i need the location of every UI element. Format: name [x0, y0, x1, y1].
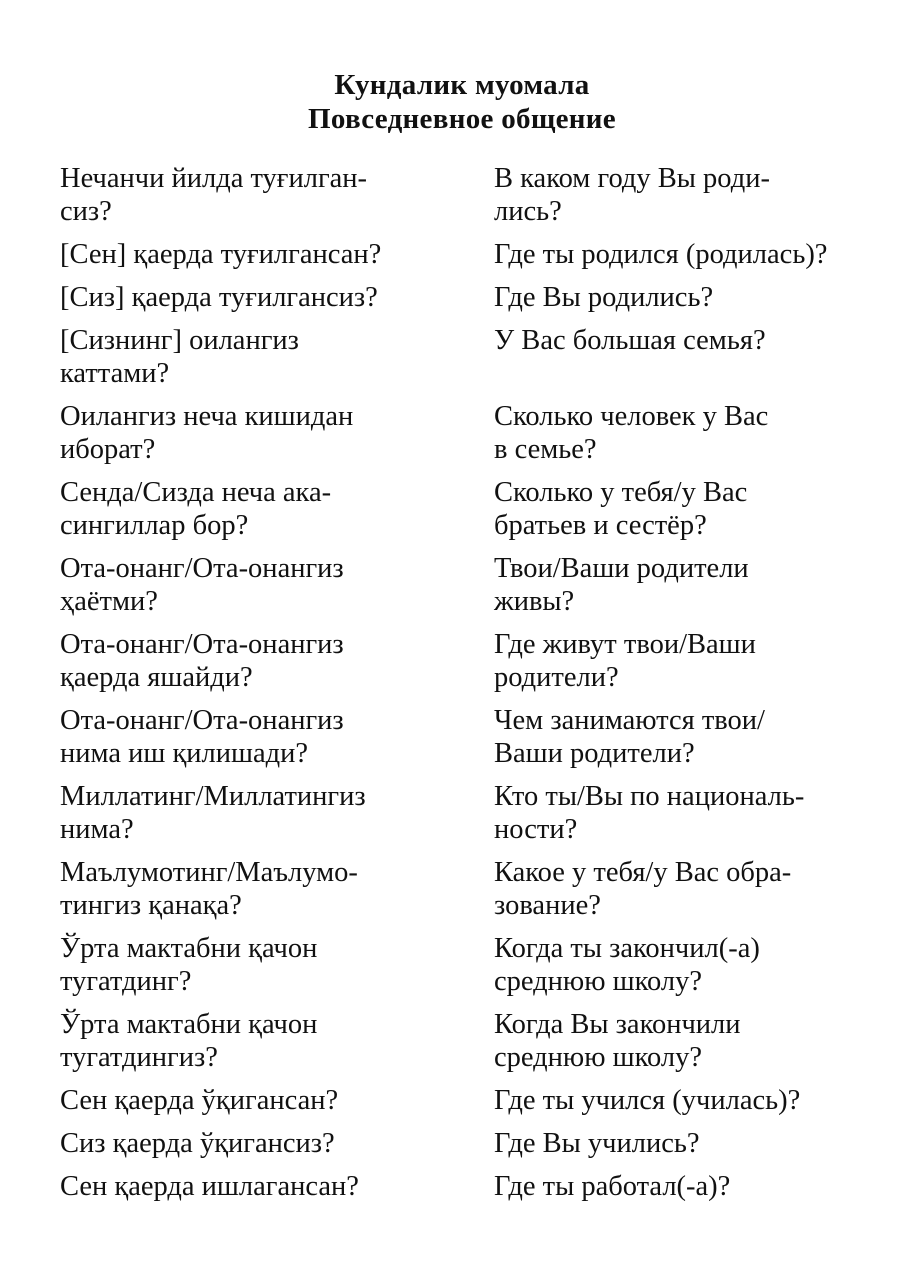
uzbek-phrase	[60, 156, 494, 232]
phrase-line: Где Вы учились?	[494, 1128, 700, 1159]
phrase-line: Ота-онанг/Ота-онангиз	[60, 553, 344, 584]
phrase-line: В каком году Вы роди-	[494, 163, 770, 194]
phrase-row	[60, 698, 860, 774]
russian-translation	[494, 1164, 860, 1207]
phrase-line: тугатдинг?	[60, 966, 192, 997]
phrase-line: зование?	[494, 890, 601, 921]
uzbek-phrase	[60, 546, 494, 622]
phrase-row	[60, 394, 860, 470]
uzbek-phrase	[60, 1078, 494, 1121]
phrase-line: среднюю школу?	[494, 1042, 702, 1073]
phrase-line: Сенда/Сизда неча ака-	[60, 477, 332, 508]
russian-translation	[494, 470, 860, 546]
phrase-row	[60, 232, 860, 275]
phrase-line: среднюю школу?	[494, 966, 702, 997]
phrase-line: Когда Вы закончили	[494, 1009, 741, 1040]
phrase-line: Сиз қаерда ўқигансиз?	[60, 1128, 335, 1159]
phrase-line: Маълумотинг/Маълумо-	[60, 857, 358, 888]
phrase-line: лись?	[494, 196, 562, 227]
russian-translation	[494, 394, 860, 470]
russian-translation	[494, 850, 860, 926]
phrase-line: каттами?	[60, 358, 170, 389]
title-uzbek: Кундалик муомала	[334, 69, 590, 101]
uzbek-phrase	[60, 275, 494, 318]
phrase-line: Когда ты закончил(-а)	[494, 933, 760, 964]
phrase-line: нима?	[60, 814, 134, 845]
uzbek-phrase	[60, 1121, 494, 1164]
phrase-line: тугатдингиз?	[60, 1042, 218, 1073]
phrase-line: родители?	[494, 662, 619, 693]
title-russian: Повседневное общение	[308, 103, 616, 135]
phrase-line: У Вас большая семья?	[494, 325, 766, 356]
phrase-line: сингиллар бор?	[60, 510, 249, 541]
phrase-row	[60, 318, 860, 394]
phrase-line: қаерда яшайди?	[60, 662, 253, 693]
phrase-line: Ваши родители?	[494, 738, 695, 769]
phrase-line: Ўрта мактабни қачон	[60, 1009, 318, 1040]
phrase-row	[60, 926, 860, 1002]
phrase-line: Сен қаерда ишлагансан?	[60, 1171, 359, 1202]
phrase-row	[60, 546, 860, 622]
phrase-row	[60, 774, 860, 850]
phrase-line: сиз?	[60, 196, 112, 227]
russian-translation	[494, 275, 860, 318]
phrase-row	[60, 156, 860, 232]
russian-translation	[494, 622, 860, 698]
russian-translation	[494, 156, 860, 232]
phrase-line: Сколько у тебя/у Вас	[494, 477, 748, 508]
uzbek-phrase	[60, 318, 494, 394]
russian-translation	[494, 926, 860, 1002]
russian-translation	[494, 232, 860, 275]
phrase-line: [Сизнинг] оилангиз	[60, 325, 299, 356]
phrase-line: Сколько человек у Вас	[494, 401, 769, 432]
phrase-line: Ота-онанг/Ота-онангиз	[60, 629, 344, 660]
phrase-line: Сен қаерда ўқигансан?	[60, 1085, 339, 1116]
page-title	[0, 68, 924, 136]
phrase-row	[60, 1121, 860, 1164]
phrase-line: Где ты учился (училась)?	[494, 1085, 801, 1116]
phrase-line: Кто ты/Вы по националь-	[494, 781, 805, 812]
russian-translation	[494, 1121, 860, 1164]
phrase-row	[60, 622, 860, 698]
russian-translation	[494, 774, 860, 850]
russian-translation	[494, 698, 860, 774]
russian-translation	[494, 546, 860, 622]
phrase-row	[60, 850, 860, 926]
phrase-line: [Сен] қаерда туғилгансан?	[60, 239, 382, 270]
phrase-line: Твои/Ваши родители	[494, 553, 749, 584]
russian-translation	[494, 318, 860, 361]
phrase-line: Нечанчи йилда туғилган-	[60, 163, 368, 194]
phrase-row	[60, 1002, 860, 1078]
phrase-line: нима иш қилишади?	[60, 738, 309, 769]
phrase-line: Какое у тебя/у Вас обра-	[494, 857, 792, 888]
phrase-line: живы?	[494, 586, 575, 617]
uzbek-phrase	[60, 1002, 494, 1078]
phrase-row	[60, 470, 860, 546]
phrase-line: Где ты работал(-а)?	[494, 1171, 731, 1202]
phrase-line: ҳаётми?	[60, 586, 158, 617]
phrase-line: Ота-онанг/Ота-онангиз	[60, 705, 344, 736]
phrase-row	[60, 1078, 860, 1121]
phrase-line: Где Вы родились?	[494, 282, 714, 313]
russian-translation	[494, 1002, 860, 1078]
phrase-line: Чем занимаются твои/	[494, 705, 765, 736]
uzbek-phrase	[60, 232, 494, 275]
phrase-line: иборат?	[60, 434, 156, 465]
phrase-list	[60, 156, 860, 1207]
phrase-line: братьев и сестёр?	[494, 510, 707, 541]
phrase-line: [Сиз] қаерда туғилгансиз?	[60, 282, 378, 313]
uzbek-phrase	[60, 850, 494, 926]
phrase-line: Миллатинг/Миллатингиз	[60, 781, 366, 812]
phrase-line: в семье?	[494, 434, 597, 465]
uzbek-phrase	[60, 774, 494, 850]
uzbek-phrase	[60, 394, 494, 470]
uzbek-phrase	[60, 1164, 494, 1207]
russian-translation	[494, 1078, 860, 1121]
phrase-line: Где ты родился (родилась)?	[494, 239, 828, 270]
uzbek-phrase	[60, 470, 494, 546]
phrase-line: Оилангиз неча кишидан	[60, 401, 354, 432]
uzbek-phrase	[60, 622, 494, 698]
phrase-line: тингиз қанақа?	[60, 890, 242, 921]
phrase-row	[60, 1164, 860, 1207]
phrase-row	[60, 275, 860, 318]
phrase-line: ности?	[494, 814, 578, 845]
phrase-line: Ўрта мактабни қачон	[60, 933, 318, 964]
uzbek-phrase	[60, 698, 494, 774]
phrase-line: Где живут твои/Ваши	[494, 629, 756, 660]
uzbek-phrase	[60, 926, 494, 1002]
